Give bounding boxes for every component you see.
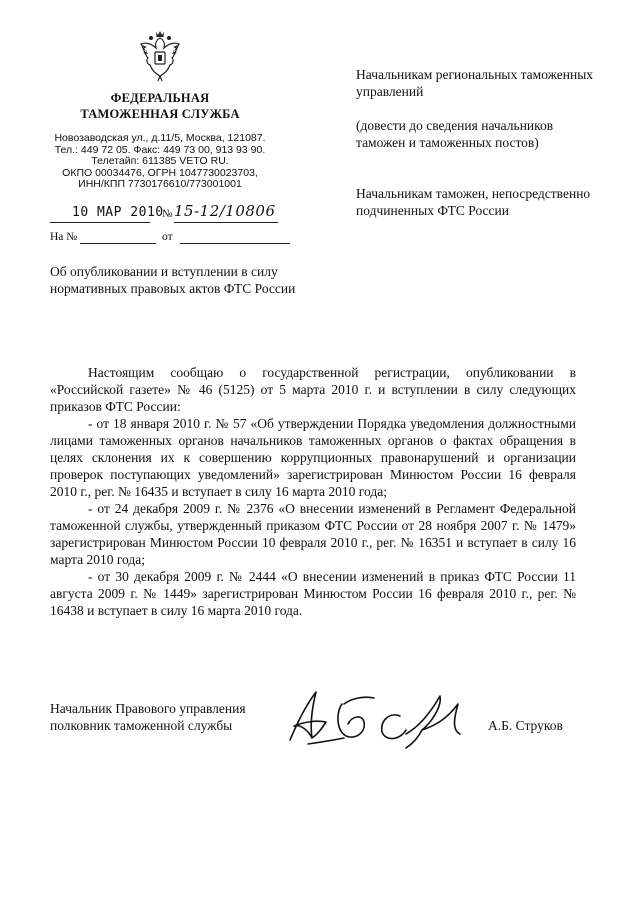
ref-date-underline bbox=[180, 243, 290, 244]
date-underline bbox=[50, 222, 150, 223]
letter-body bbox=[50, 364, 576, 619]
body-intro: Настоящим сообщаю о государственной регистрации, опубликовании в «Российской газете» № 46 (5125) от 5 марта 2010 г. и вступлении в силу следующих приказов ФТС России: bbox=[50, 365, 576, 414]
address-line: Новозаводская ул., д.11/5, Москва, 121087. bbox=[54, 132, 266, 144]
registration-number: 15-12/10806 bbox=[174, 202, 276, 220]
order-item: - от 24 декабря 2009 г. № 2376 «О внесении изменений в Регламент Федеральной таможенной службы, утвержденный приказом ФТС России от 28 ноября 2007 г. № 1479» зарегистрирован Минюстом России 10 февраля 2010 г., рег. № 16351 и вступает в силу 16 марта 2010 года; bbox=[50, 501, 576, 567]
org-name-line1: ФЕДЕРАЛЬНАЯ bbox=[110, 91, 210, 105]
emblem-icon bbox=[138, 30, 182, 82]
addressee-regional: Начальникам региональных таможенных управлений bbox=[356, 67, 594, 99]
address-line: Телетайп: 611385 VETO RU. bbox=[91, 155, 229, 168]
signatory-name: А.Б. Струков bbox=[488, 718, 563, 733]
addressee-customs: Начальникам таможен, непосредственно подчиненных ФТС России bbox=[356, 186, 591, 218]
ref-label: На № bbox=[50, 231, 78, 243]
address-line: ИНН/КПП 7730176610/773001001 bbox=[78, 178, 242, 191]
from-label: от bbox=[162, 231, 173, 243]
organization-name bbox=[60, 90, 260, 122]
address-line: Тел.: 449 72 05. Факс: 449 73 00, 913 93 90. bbox=[54, 143, 266, 156]
number-underline bbox=[174, 222, 278, 223]
role-line1: Начальник Правового управления bbox=[50, 701, 246, 716]
number-label: № bbox=[162, 208, 173, 220]
ref-number-underline bbox=[80, 243, 156, 244]
registration-date: 10 МАР 2010 bbox=[72, 205, 164, 220]
org-name-line2: ТАМОЖЕННАЯ СЛУЖБА bbox=[80, 107, 240, 121]
addressee-block bbox=[356, 66, 596, 219]
subject: Об опубликовании и вступлении в силу нормативных правовых актов ФТС России bbox=[50, 264, 296, 296]
signature-icon bbox=[282, 682, 478, 752]
role-line2: полковник таможенной службы bbox=[50, 718, 233, 733]
order-item: - от 18 января 2010 г. № 57 «Об утверждении Порядка уведомления должностными лицами таможенных органов начальников таможенных органов о фактах обращения в целях склонения их к совершению коррупционных правонарушений и организации проверок поступающих уведомлений» зарегистрирован Минюстом России 16 февраля 2010 г., рег. № 16435 и вступает в силу 16 марта 2010 года; bbox=[50, 416, 576, 499]
signatory-role bbox=[50, 700, 290, 734]
addressee-note: (довести до сведения начальников таможен и таможенных постов) bbox=[356, 118, 554, 150]
order-item: - от 30 декабря 2009 г. № 2444 «О внесении изменений в приказ ФТС России 11 августа 2009 г. № 1449» зарегистрирован Минюстом России 16 февраля 2010 г., рег. № 16438 и вступает в силу 16 марта 2010 года. bbox=[50, 569, 576, 618]
reference-line bbox=[50, 231, 290, 247]
registration-line bbox=[50, 204, 290, 226]
address-block bbox=[44, 133, 276, 191]
address-line: ОКПО 00034476, ОГРН 1047730023703, bbox=[62, 166, 258, 179]
